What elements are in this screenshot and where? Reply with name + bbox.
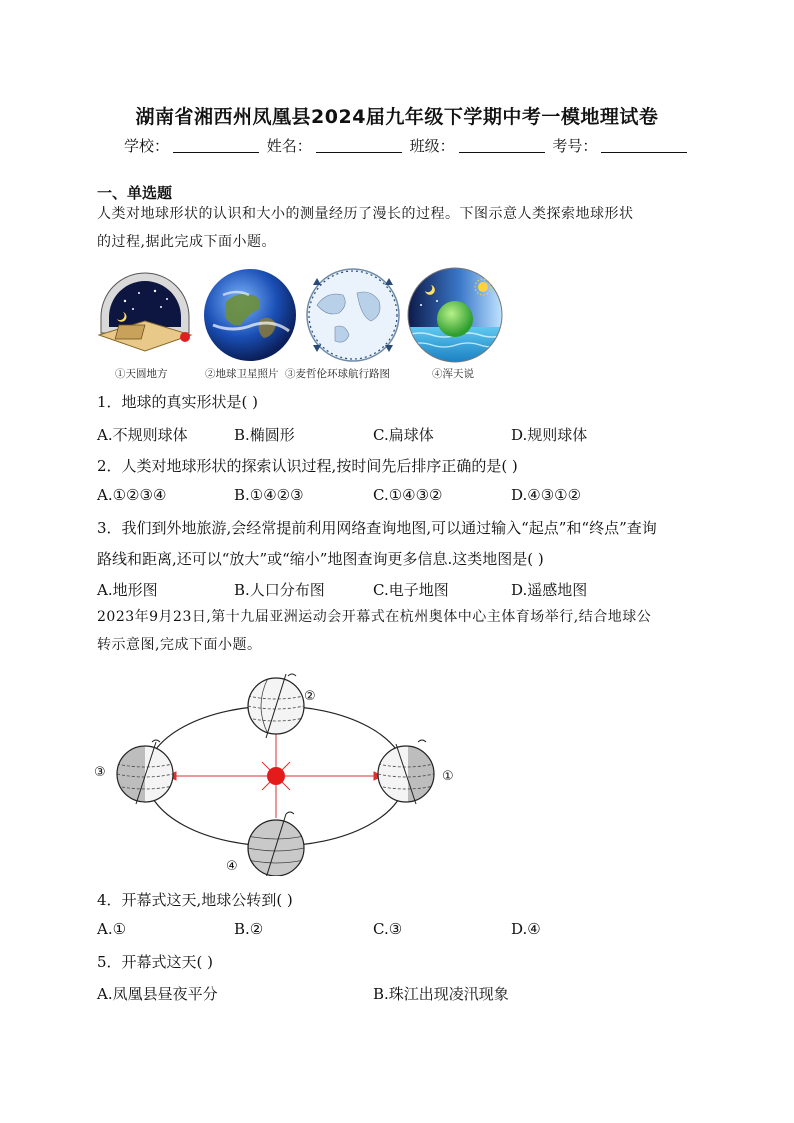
school-blank[interactable]: [173, 138, 259, 153]
class-blank[interactable]: [459, 138, 545, 153]
exam-title: 湖南省湘西州凤凰县2024届九年级下学期中考一模地理试卷: [135, 106, 659, 128]
question-2-stem: 2．人类对地球形状的探索认识过程,按时间先后排序正确的是( ): [97, 457, 518, 475]
question-3-stem-line-1: 3．我们到外地旅游,会经常提前利用网络查询地图,可以通过输入“起点”和“终点”查询: [97, 519, 657, 537]
tianyuan-difang-illustration: [99, 273, 191, 351]
q1-option-a[interactable]: A.不规则球体: [97, 426, 188, 444]
caption-1: ①天圆地方: [115, 368, 168, 380]
q1-option-c[interactable]: C.扁球体: [373, 426, 434, 444]
q3-option-b[interactable]: B.人口分布图: [234, 581, 325, 599]
question-4-stem: 4．开幕式这天,地球公转到( ): [97, 891, 293, 909]
q1-option-b[interactable]: B.椭圆形: [234, 426, 295, 444]
q2-option-c[interactable]: C.①④③②: [373, 486, 443, 504]
number-label: 考号：: [552, 137, 598, 155]
magellan-route-map: [307, 269, 399, 361]
section-heading: 一、单选题: [97, 184, 173, 202]
orbit-label-4: ④: [226, 859, 238, 874]
question-3-stem-line-2: 路线和距离,还可以“放大”或“缩小”地图查询更多信息.这类地图是( ): [97, 550, 544, 568]
q4-option-c[interactable]: C.③: [373, 920, 403, 938]
name-label: 姓名：: [266, 137, 312, 155]
earth-position-2: [248, 674, 304, 738]
q5-option-b[interactable]: B.珠江出现凌汛现象: [373, 985, 509, 1003]
student-info-line: [124, 135, 690, 156]
passage-1: [97, 200, 701, 256]
q4-option-d[interactable]: D.④: [511, 920, 541, 938]
sun-icon: [267, 767, 285, 785]
passage-2: [97, 603, 707, 659]
name-blank[interactable]: [316, 138, 402, 153]
question-5-stem: 5．开幕式这天( ): [97, 953, 214, 971]
passage-2-line-2: 转示意图,完成下面小题。: [97, 637, 262, 653]
satellite-earth-photo: [204, 269, 296, 361]
q3-option-c[interactable]: C.电子地图: [373, 581, 449, 599]
earth-orbit-diagram: [90, 668, 470, 876]
earth-position-4: [248, 812, 304, 876]
q2-option-b[interactable]: B.①④②③: [234, 486, 304, 504]
q2-option-a[interactable]: A.①②③④: [97, 486, 167, 504]
huntian-theory-illustration: [408, 268, 504, 363]
q3-option-a[interactable]: A.地形图: [97, 581, 158, 599]
question-1-stem: 1．地球的真实形状是( ): [97, 393, 259, 411]
passage-1-line-2: 的过程,据此完成下面小题。: [97, 234, 276, 250]
earth-position-3: [117, 740, 173, 804]
q3-option-d[interactable]: D.遥感地图: [511, 581, 588, 599]
caption-3: ③麦哲伦环球航行路图: [285, 368, 390, 380]
caption-2: ②地球卫星照片: [205, 368, 279, 380]
earth-position-1: [378, 740, 434, 804]
q4-option-b[interactable]: B.②: [234, 920, 264, 938]
orbit-label-2: ②: [304, 689, 316, 704]
orbit-label-1: ①: [442, 769, 454, 784]
caption-4: ④浑天说: [432, 368, 474, 380]
passage-1-line-1: 人类对地球形状的认识和大小的测量经历了漫长的过程。下图示意人类探索地球形状: [97, 206, 634, 222]
school-label: 学校：: [124, 137, 170, 155]
q1-option-d[interactable]: D.规则球体: [511, 426, 588, 444]
passage-2-line-1: 2023年9月23日,第十九届亚洲运动会开幕式在杭州奥体中心主体育场举行,结合地球公: [97, 609, 652, 625]
earth-shape-figures: [95, 265, 515, 365]
q5-option-a[interactable]: A.凤凰县昼夜平分: [97, 985, 218, 1003]
class-label: 班级：: [409, 137, 455, 155]
q2-option-d[interactable]: D.④③①②: [511, 486, 582, 504]
orbit-label-3: ③: [94, 765, 106, 780]
number-blank[interactable]: [601, 138, 687, 153]
q4-option-a[interactable]: A.①: [97, 920, 127, 938]
